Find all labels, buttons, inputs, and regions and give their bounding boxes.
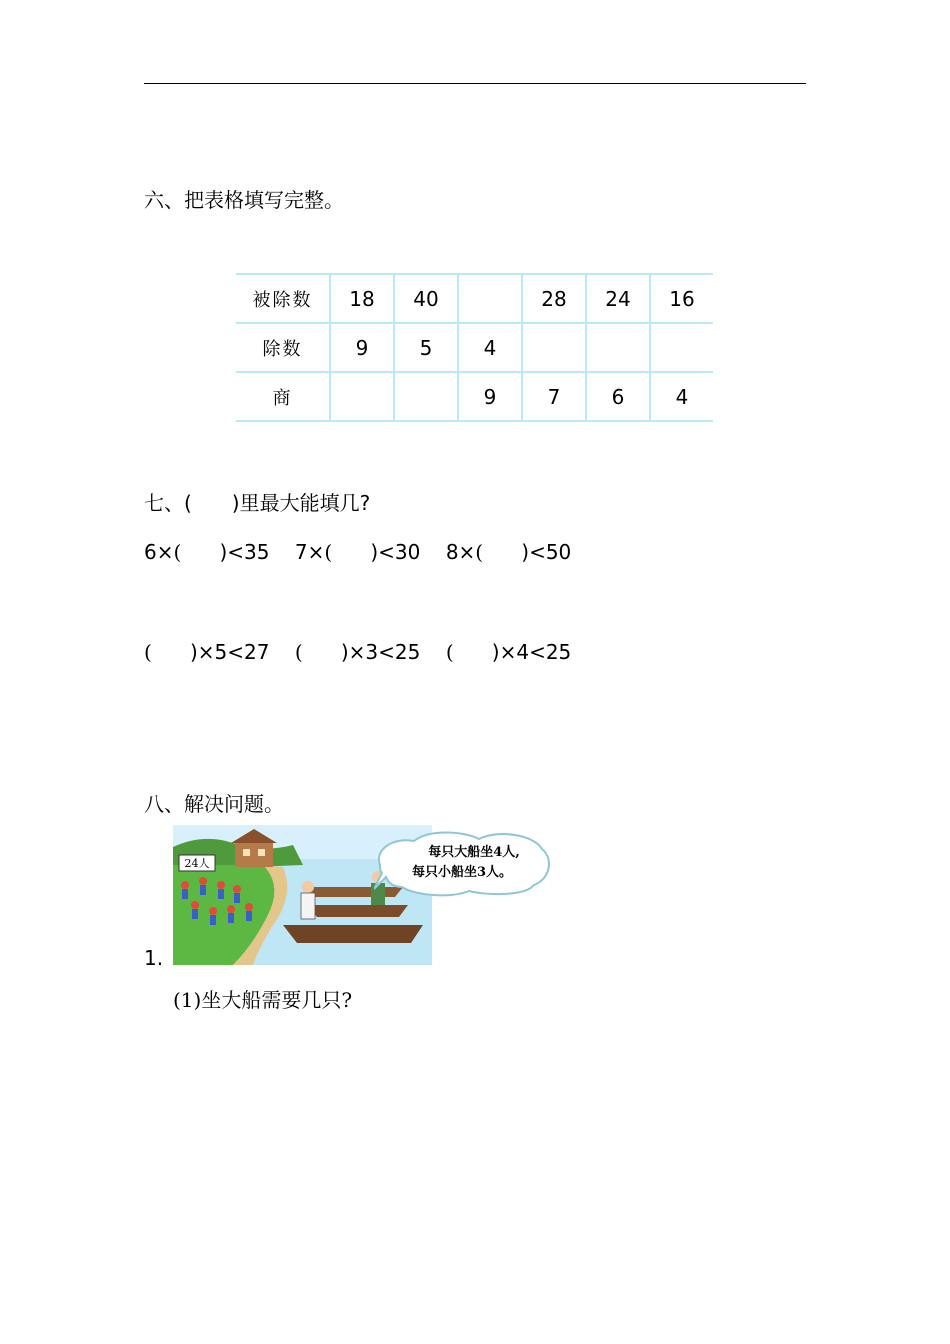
table-cell-blank[interactable] bbox=[458, 274, 522, 323]
table-cell: 16 bbox=[650, 274, 713, 323]
speech-bubble bbox=[374, 829, 554, 897]
question-number: 1. bbox=[144, 946, 164, 970]
inequality-item: ( )×4<25 bbox=[445, 640, 572, 664]
table-cell: 4 bbox=[650, 372, 713, 421]
section-7-title: 七、( )里最大能填几? bbox=[144, 491, 371, 515]
table-cell: 24 bbox=[586, 274, 650, 323]
answer-blank[interactable] bbox=[152, 640, 190, 664]
table-cell-blank[interactable] bbox=[522, 323, 586, 372]
table-row-quotient bbox=[236, 372, 713, 421]
row-label: 除数 bbox=[236, 323, 330, 372]
people-count-label: 24人 bbox=[184, 857, 210, 870]
answer-blank[interactable] bbox=[303, 640, 341, 664]
answer-blank[interactable] bbox=[181, 540, 219, 564]
bubble-line-1: 每只大船坐4人, bbox=[428, 845, 520, 860]
table-cell: 6 bbox=[586, 372, 650, 421]
table-cell: 4 bbox=[458, 323, 522, 372]
section-8-title: 八、解决问题。 bbox=[144, 792, 284, 816]
table-cell: 18 bbox=[330, 274, 394, 323]
inequality-item: 6×( )<35 bbox=[144, 540, 270, 564]
division-table bbox=[236, 273, 713, 422]
table-cell-blank[interactable] bbox=[330, 372, 394, 421]
table-cell: 9 bbox=[330, 323, 394, 372]
answer-blank[interactable] bbox=[332, 540, 370, 564]
table-cell-blank[interactable] bbox=[586, 323, 650, 372]
table-row-dividend bbox=[236, 274, 713, 323]
inequality-row-1 bbox=[144, 540, 571, 564]
inequality-row-2 bbox=[144, 640, 571, 664]
table-row-divisor bbox=[236, 323, 713, 372]
table-cell: 40 bbox=[394, 274, 458, 323]
inequality-item: 7×( )<30 bbox=[294, 540, 421, 564]
table-cell: 7 bbox=[522, 372, 586, 421]
inequality-item: ( )×3<25 bbox=[294, 640, 421, 664]
table-cell: 5 bbox=[394, 323, 458, 372]
sub-question-1: (1)坐大船需要几只? bbox=[173, 988, 353, 1012]
table-cell-blank[interactable] bbox=[394, 372, 458, 421]
row-label: 被除数 bbox=[236, 274, 330, 323]
row-label: 商 bbox=[236, 372, 330, 421]
answer-blank[interactable] bbox=[483, 540, 521, 564]
table-cell: 28 bbox=[522, 274, 586, 323]
inequality-item: 8×( )<50 bbox=[445, 540, 572, 564]
bubble-line-2: 每只小船坐3人。 bbox=[411, 865, 513, 880]
section-6-title: 六、把表格填写完整。 bbox=[144, 188, 344, 212]
inequality-item: ( )×5<27 bbox=[144, 640, 270, 664]
answer-blank[interactable] bbox=[454, 640, 492, 664]
header-rule bbox=[144, 83, 806, 84]
table-cell-blank[interactable] bbox=[650, 323, 713, 372]
table-cell: 9 bbox=[458, 372, 522, 421]
